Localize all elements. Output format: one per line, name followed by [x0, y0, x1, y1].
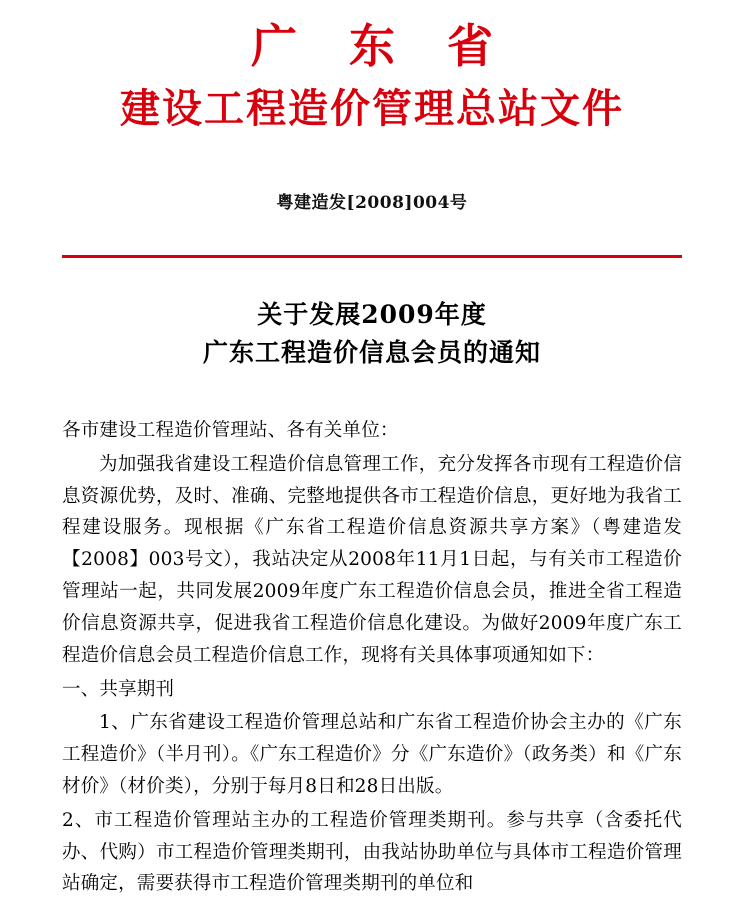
masthead-title-line1: 广 东 省 [250, 19, 512, 73]
document-number: 粤建造发[2008]004号 [276, 192, 468, 213]
document-title [62, 296, 682, 374]
body-paragraph-1: 为加强我省建设工程造价信息管理工作，充分发挥各市现有工程造价信息资源优势，及时、准确、完整地提供各市工程造价信息，更好地为我省工程建设服务。现根据《广东省工程造价信息资源共享方案》（粤建造发【2008】003号文），我站决定从2008年11月1日起，与有关市工程造价管理站一起，共同发展2009年度广东工程造价信息会员，推进全省工程造价信息资源共享，促进我省工程造价信息化建设。为做好2009年度广东工程造价信息会员工程造价信息工作，现将有关具体事项通知如下： [62, 453, 682, 666]
document-title-line2: 广东工程造价信息会员的通知 [202, 338, 541, 368]
section-heading-1: 一、共享期刊 [62, 678, 175, 700]
list-item-2: 2、市工程造价管理站主办的工程造价管理类期刊。参与共享（含委托代办、代购）市工程造价管理类期刊，由我站协助单位与具体市工程造价管理站确定，需要获得市工程造价管理类期刊的单位和 [62, 809, 682, 895]
list-item-1: 1、广东省建设工程造价管理总站和广东省工程造价协会主办的《广东工程造价》（半月刊）。《广东工程造价》分《广东造价》（政务类）和《广东材价》（材价类），分别于每月8日和28日出版。 [62, 712, 682, 797]
salutation: 各市建设工程造价管理站、各有关单位： [62, 420, 399, 441]
masthead-title-line2: 建设工程造价管理总站文件 [120, 84, 624, 132]
document-body [62, 415, 682, 900]
document-title-line1: 关于发展2009年度 [257, 299, 487, 329]
red-divider-rule [62, 255, 682, 258]
masthead [62, 0, 682, 136]
